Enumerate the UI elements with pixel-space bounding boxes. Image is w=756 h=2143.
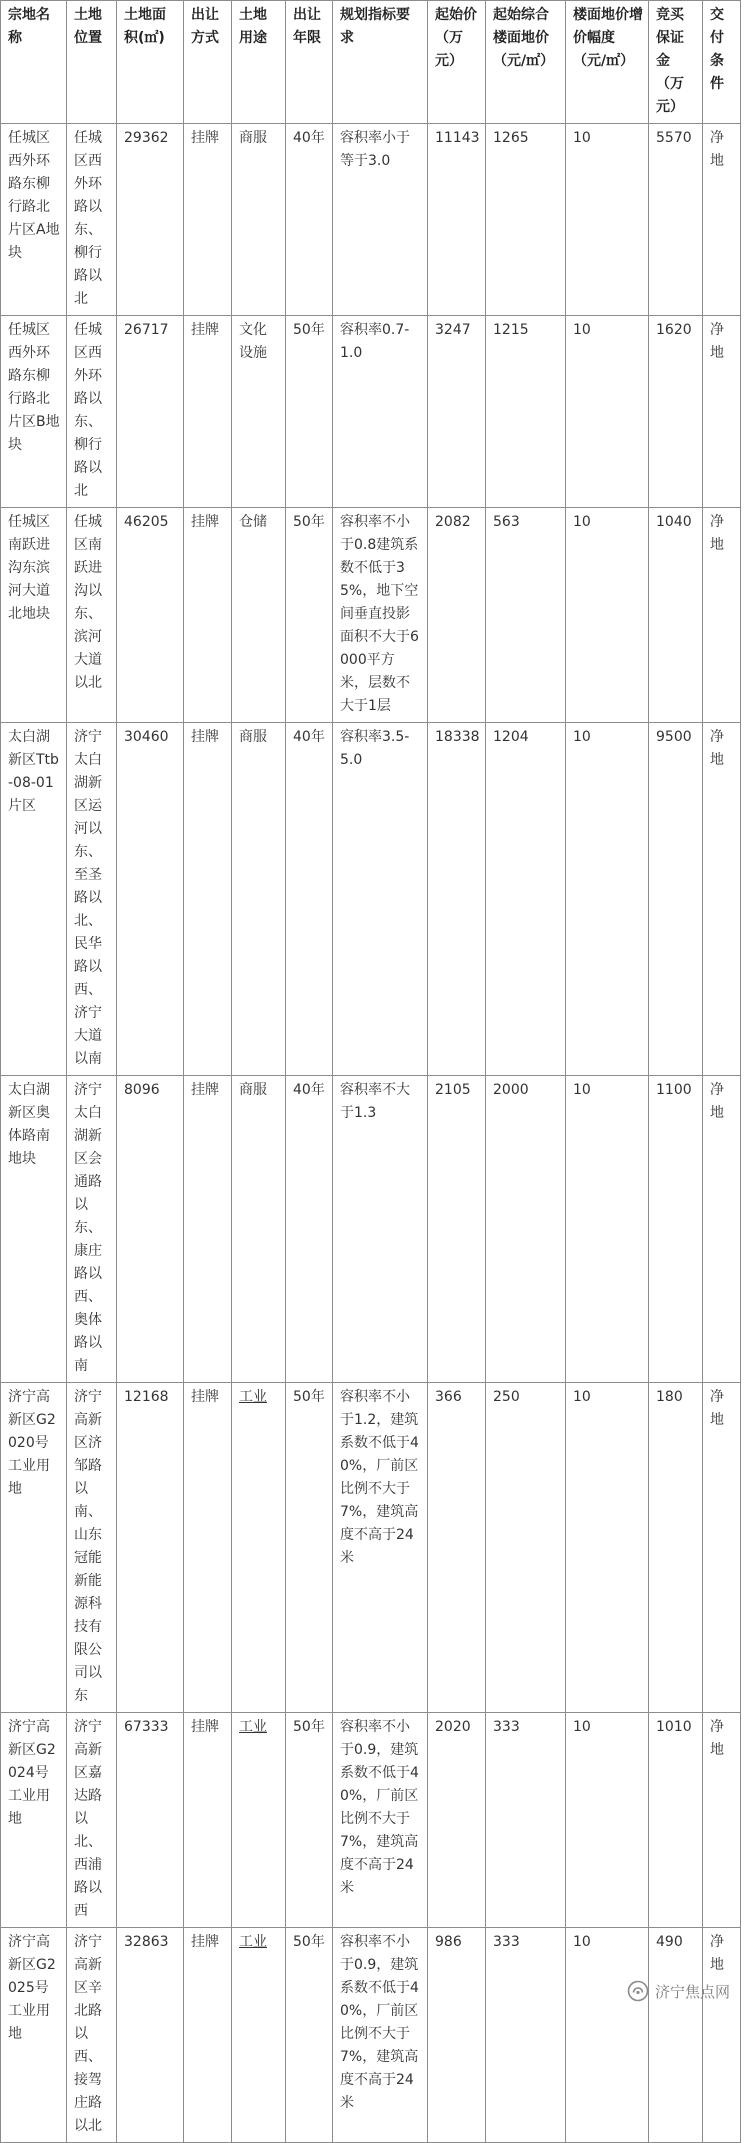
header-floor-price: 起始综合楼面地价（元/㎡） [486,1,566,124]
cell-deposit: 180 [649,1383,703,1713]
cell-area: 67333 [117,1713,184,1928]
cell-floor-price: 333 [486,1713,566,1928]
cell-floor-price: 2000 [486,1076,566,1383]
table-header-row [1,1,741,124]
cell-location: 济宁高新区辛北路以西、接驾庄路以北 [67,1928,117,2143]
cell-land-use: 文化设施 [232,316,286,508]
cell-increment: 10 [566,1713,649,1928]
cell-location: 任城区西外环路以东、柳行路以北 [67,124,117,316]
cell-delivery: 净地 [703,316,741,508]
table-row [1,124,741,316]
cell-floor-price: 563 [486,508,566,723]
cell-floor-price: 1204 [486,723,566,1076]
cell-transfer-method: 挂牌 [184,1076,232,1383]
cell-planning: 容积率不小于0.8建筑系数不低于35%，地下空间垂直投影面积不大于6000平方米，层数不大于1层 [333,508,428,723]
header-area: 土地面积(㎡) [117,1,184,124]
cell-location: 济宁太白湖新区会通路以东、康庄路以西、奥体路以南 [67,1076,117,1383]
cell-planning: 容积率不小于1.2，建筑系数不低于40%，厂前区比例不大于7%，建筑高度不高于24米 [333,1383,428,1713]
table-row [1,316,741,508]
table-row [1,1928,741,2143]
cell-land-use: 工业 [232,1928,286,2143]
cell-parcel-name: 太白湖新区奥体路南地块 [1,1076,67,1383]
cell-transfer-method: 挂牌 [184,124,232,316]
table-row [1,1713,741,1928]
cell-delivery: 净地 [703,723,741,1076]
cell-area: 30460 [117,723,184,1076]
cell-transfer-method: 挂牌 [184,1713,232,1928]
cell-parcel-name: 太白湖新区Ttb-08-01片区 [1,723,67,1076]
cell-start-price: 2082 [428,508,486,723]
header-parcel-name: 宗地名称 [1,1,67,124]
cell-term: 50年 [286,1713,333,1928]
cell-delivery: 净地 [703,124,741,316]
cell-land-use: 工业 [232,1383,286,1713]
cell-start-price: 2020 [428,1713,486,1928]
cell-area: 12168 [117,1383,184,1713]
cell-area: 29362 [117,124,184,316]
header-planning: 规划指标要求 [333,1,428,124]
header-increment: 楼面地价增价幅度（元/㎡） [566,1,649,124]
cell-increment: 10 [566,508,649,723]
cell-term: 40年 [286,1076,333,1383]
cell-area: 46205 [117,508,184,723]
cell-start-price: 366 [428,1383,486,1713]
cell-start-price: 986 [428,1928,486,2143]
cell-deposit: 490 [649,1928,703,2143]
cell-deposit: 1040 [649,508,703,723]
cell-parcel-name: 任城区西外环路东柳行路北片区B地块 [1,316,67,508]
cell-term: 50年 [286,1928,333,2143]
cell-deposit: 1620 [649,316,703,508]
cell-start-price: 18338 [428,723,486,1076]
cell-location: 任城区南跃进沟以东、滨河大道以北 [67,508,117,723]
cell-parcel-name: 济宁高新区G2025号工业用地 [1,1928,67,2143]
cell-floor-price: 1215 [486,316,566,508]
cell-increment: 10 [566,723,649,1076]
cell-planning: 容积率0.7-1.0 [333,316,428,508]
header-start-price: 起始价（万元） [428,1,486,124]
cell-deposit: 5570 [649,124,703,316]
cell-parcel-name: 济宁高新区G2020号工业用地 [1,1383,67,1713]
header-delivery: 交付条件 [703,1,741,124]
header-transfer-method: 出让方式 [184,1,232,124]
cell-parcel-name: 济宁高新区G2024号工业用地 [1,1713,67,1928]
header-term: 出让年限 [286,1,333,124]
cell-term: 50年 [286,508,333,723]
cell-increment: 10 [566,316,649,508]
cell-term: 40年 [286,723,333,1076]
cell-parcel-name: 任城区南跃进沟东滨河大道北地块 [1,508,67,723]
header-deposit: 竞买保证金（万元） [649,1,703,124]
watermark-text: 济宁焦点网 [654,1982,730,2001]
cell-start-price: 3247 [428,316,486,508]
source-watermark [627,1980,730,2002]
cell-increment: 10 [566,1928,649,2143]
cell-transfer-method: 挂牌 [184,316,232,508]
cell-transfer-method: 挂牌 [184,1383,232,1713]
cell-planning: 容积率不小于0.9，建筑系数不低于40%，厂前区比例不大于7%，建筑高度不高于24米 [333,1928,428,2143]
cell-deposit: 1100 [649,1076,703,1383]
cell-increment: 10 [566,1383,649,1713]
cell-location: 济宁高新区济邹路以南、山东冠能新能源科技有限公司以东 [67,1383,117,1713]
cell-floor-price: 333 [486,1928,566,2143]
cell-location: 济宁太白湖新区运河以东、至圣路以北、民华路以西、济宁大道以南 [67,723,117,1076]
table-row [1,1076,741,1383]
cell-delivery: 净地 [703,508,741,723]
cell-parcel-name: 任城区西外环路东柳行路北片区A地块 [1,124,67,316]
cell-increment: 10 [566,1076,649,1383]
cell-floor-price: 250 [486,1383,566,1713]
cell-land-use: 仓储 [232,508,286,723]
cell-location: 济宁高新区嘉达路以北、西浦路以西 [67,1713,117,1928]
table-row [1,1383,741,1713]
header-location: 土地位置 [67,1,117,124]
cell-transfer-method: 挂牌 [184,508,232,723]
table-row [1,508,741,723]
cell-start-price: 11143 [428,124,486,316]
cell-land-use: 商服 [232,1076,286,1383]
cell-deposit: 9500 [649,723,703,1076]
cell-increment: 10 [566,124,649,316]
cell-area: 32863 [117,1928,184,2143]
table-row [1,723,741,1076]
cell-area: 8096 [117,1076,184,1383]
header-land-use: 土地用途 [232,1,286,124]
cell-land-use: 商服 [232,124,286,316]
cell-start-price: 2105 [428,1076,486,1383]
cell-delivery: 净地 [703,1928,741,2143]
cell-term: 40年 [286,124,333,316]
cell-planning: 容积率小于等于3.0 [333,124,428,316]
wechat-official-account-icon [627,1980,649,2002]
cell-transfer-method: 挂牌 [184,723,232,1076]
cell-location: 任城区西外环路以东、柳行路以北 [67,316,117,508]
cell-area: 26717 [117,316,184,508]
cell-land-use: 工业 [232,1713,286,1928]
cell-transfer-method: 挂牌 [184,1928,232,2143]
cell-floor-price: 1265 [486,124,566,316]
cell-land-use: 商服 [232,723,286,1076]
cell-planning: 容积率不大于1.3 [333,1076,428,1383]
cell-term: 50年 [286,1383,333,1713]
cell-delivery: 净地 [703,1383,741,1713]
cell-planning: 容积率3.5-5.0 [333,723,428,1076]
cell-term: 50年 [286,316,333,508]
cell-delivery: 净地 [703,1713,741,1928]
cell-planning: 容积率不小于0.9，建筑系数不低于40%，厂前区比例不大于7%，建筑高度不高于24米 [333,1713,428,1928]
cell-deposit: 1010 [649,1713,703,1928]
cell-delivery: 净地 [703,1076,741,1383]
